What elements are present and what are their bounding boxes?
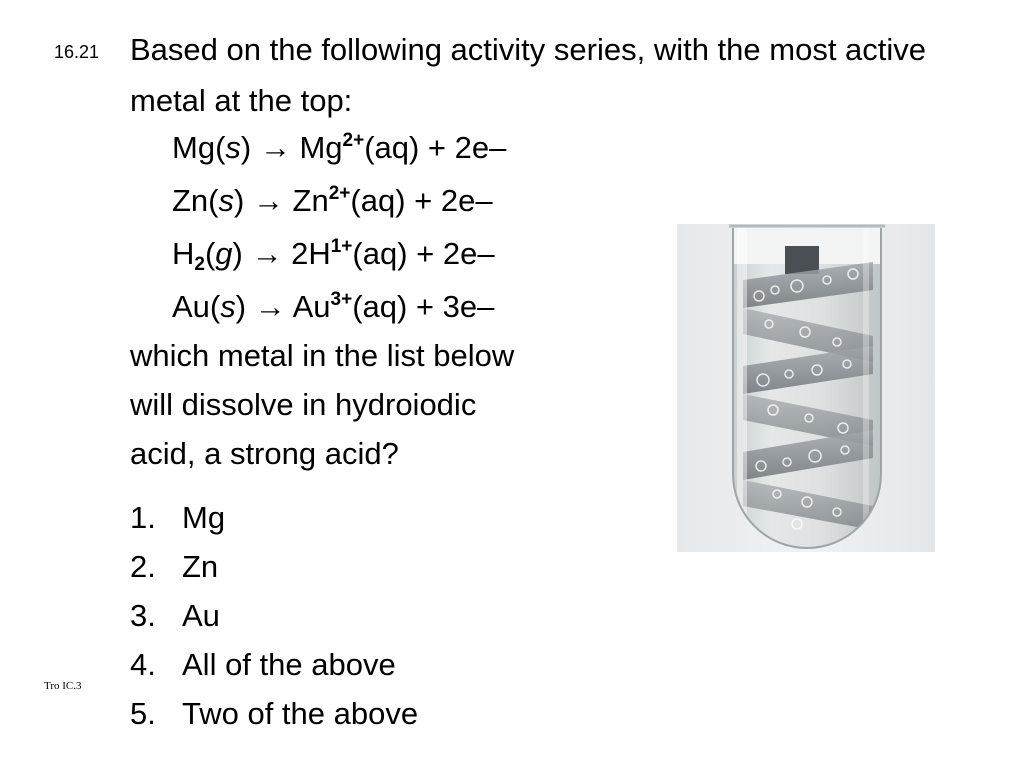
choice-number: 5.: [130, 696, 156, 731]
choice-text: Two of the above: [182, 696, 419, 731]
test-tube-illustration: [677, 224, 935, 552]
reaction-left: H: [172, 236, 195, 271]
reaction-right: (aq) + 2e–: [350, 183, 493, 218]
reaction-charge: 2+: [342, 130, 365, 151]
reaction-mid: ) → Zn: [234, 183, 329, 218]
choice-number: 4.: [130, 647, 156, 682]
reaction-mid: ) → Au: [235, 289, 331, 324]
reaction-zn: [172, 175, 493, 226]
answer-choice-3: [130, 591, 220, 640]
reaction-h2: [172, 228, 495, 279]
choice-text: Au: [182, 598, 220, 633]
reaction-right: (aq) + 2e–: [364, 130, 507, 165]
reaction-right: (aq) + 2e–: [352, 236, 495, 271]
test-tube-metal-spiral-photo: [677, 224, 935, 552]
question-number: 16.21: [54, 42, 100, 62]
choice-text: Zn: [182, 549, 219, 584]
answer-choice-4: [130, 640, 396, 689]
reaction-state: s: [220, 289, 236, 324]
choice-number: 2.: [130, 549, 156, 584]
reaction-mid: ) → Mg: [240, 130, 343, 165]
answer-choice-1: [130, 493, 225, 542]
reaction-charge: 1+: [330, 236, 353, 257]
reaction-right: (aq) + 3e–: [352, 289, 495, 324]
reaction-charge: 3+: [330, 289, 353, 310]
reaction-state: s: [218, 183, 234, 218]
choice-text: Mg: [182, 500, 226, 535]
answer-choice-2: [130, 542, 218, 591]
reaction-state: s: [225, 130, 241, 165]
reaction-mid: ) → 2H: [232, 236, 331, 271]
question-body-line: which metal in the list below: [130, 338, 515, 373]
question-prompt: Based on the following activity series, with the most active metal at the top:: [130, 32, 927, 118]
reaction-charge: 2+: [328, 183, 351, 204]
question-body-line: acid, a strong acid?: [130, 436, 399, 471]
reaction-subscript: 2: [194, 254, 205, 275]
choice-number: 1.: [130, 500, 156, 535]
reaction-left: Zn(: [172, 183, 219, 218]
source-note: Tro IC.3: [44, 680, 82, 692]
reaction-mg: [172, 122, 506, 173]
reaction-left: Mg(: [172, 130, 226, 165]
answer-choice-5: [130, 689, 418, 738]
reaction-left: Au(: [172, 289, 221, 324]
choice-text: All of the above: [182, 647, 396, 682]
reaction-state: g: [215, 236, 233, 271]
choice-number: 3.: [130, 598, 156, 633]
question-body-line: will dissolve in hydroiodic: [130, 387, 477, 422]
reaction-au: [172, 281, 494, 332]
reaction-paren: (: [204, 236, 216, 271]
